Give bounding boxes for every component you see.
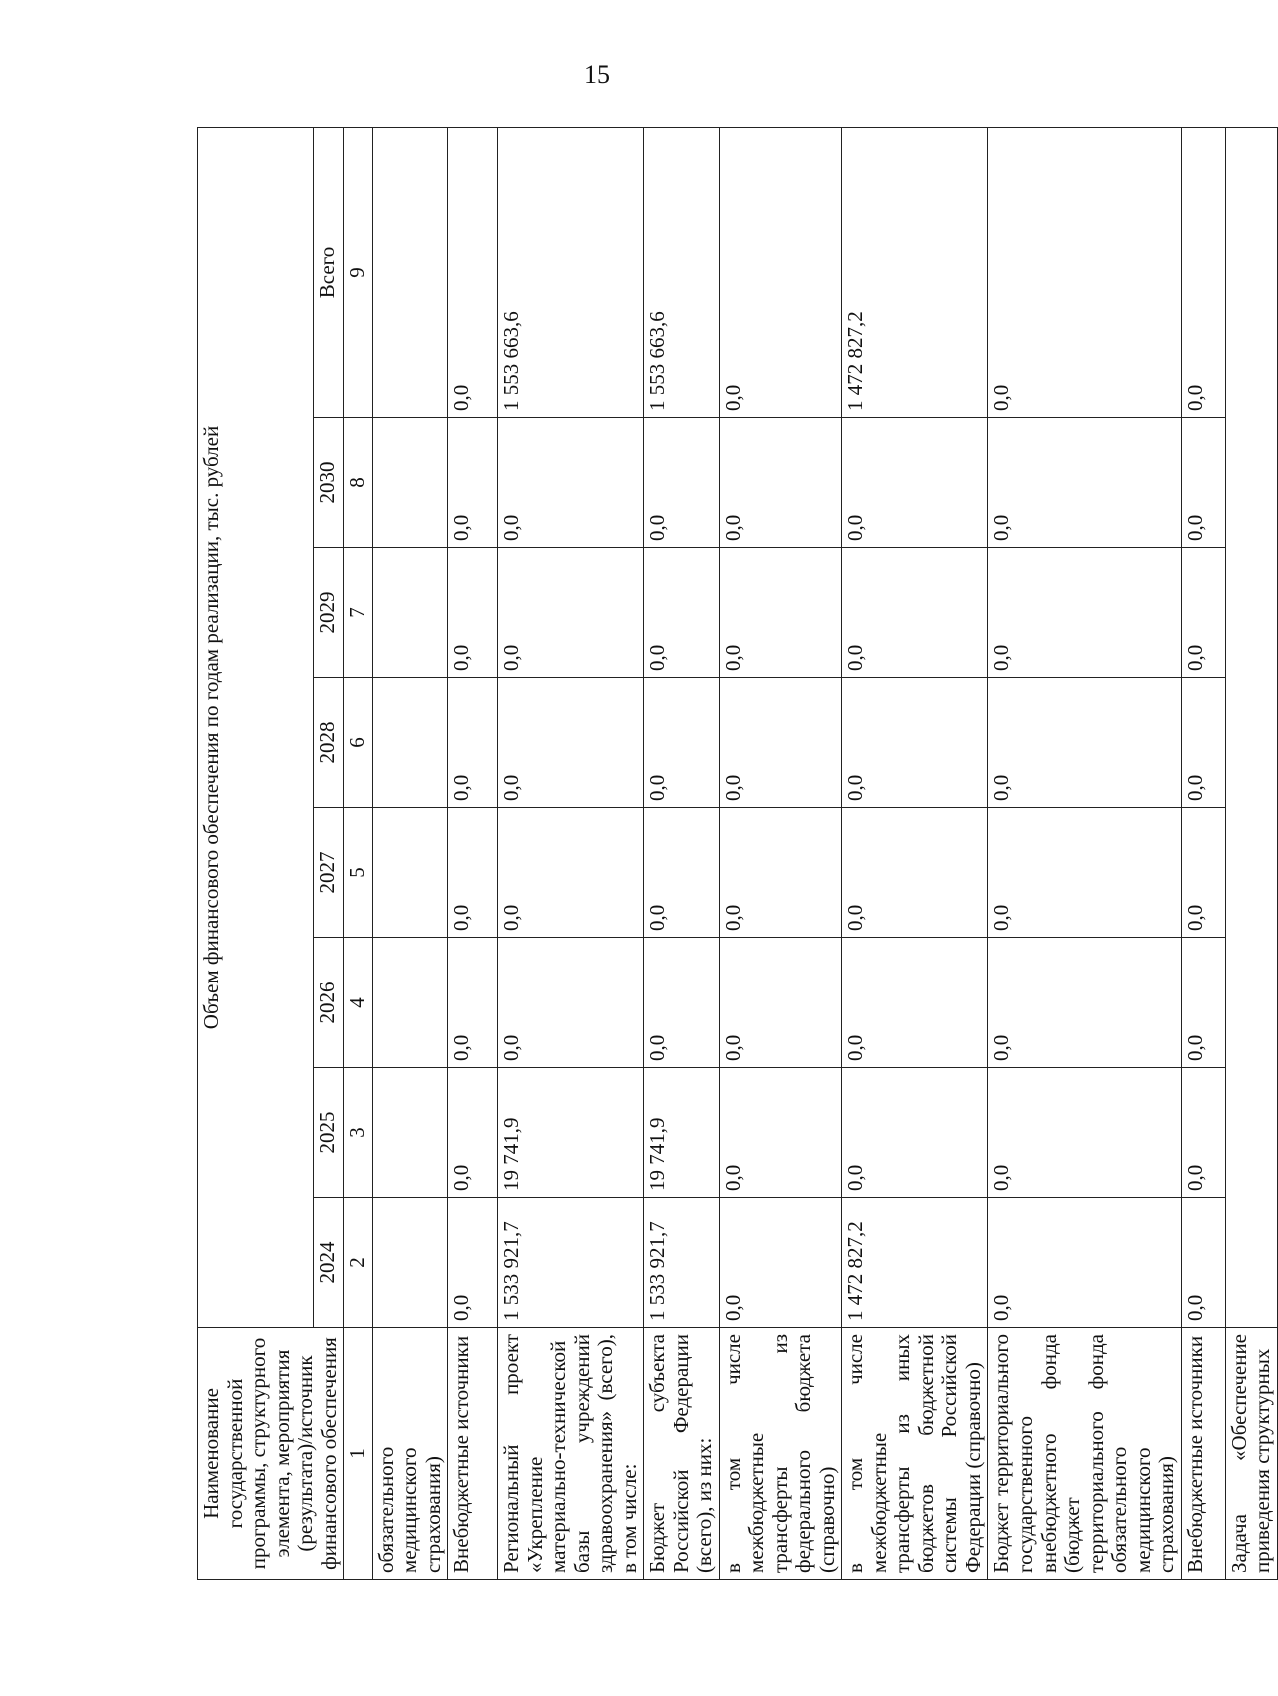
index-cell: 2 <box>344 1198 373 1328</box>
row-label: в том числе межбюджетные трансферты из иных бюджетов бюджетной системы Российской Федерации (справочно) <box>842 1328 988 1580</box>
index-cell: 7 <box>344 548 373 678</box>
year-2026: 2026 <box>313 938 344 1068</box>
value-cell: 0,0 <box>842 808 988 938</box>
year-2025: 2025 <box>313 1068 344 1198</box>
value-cell <box>372 808 448 938</box>
index-row <box>344 127 373 1579</box>
row-label: Задача «Обеспечение приведения структурных <box>1225 1328 1277 1580</box>
header-name-cell: Наименование государственной программы, структурного элемента, мероприятия (результата)/источник финансового обеспечения <box>198 1328 344 1580</box>
task-row-span <box>1225 127 1277 1327</box>
index-cell: 5 <box>344 808 373 938</box>
value-cell: 0,0 <box>719 808 842 938</box>
value-cell: 1 553 663,6 <box>644 127 720 417</box>
value-cell: 0,0 <box>988 418 1181 548</box>
value-cell: 0,0 <box>498 808 644 938</box>
value-cell: 0,0 <box>719 938 842 1068</box>
value-cell: 0,0 <box>498 548 644 678</box>
table-row <box>988 127 1181 1579</box>
value-cell: 0,0 <box>988 938 1181 1068</box>
value-cell: 0,0 <box>448 127 498 417</box>
value-cell: 0,0 <box>1181 418 1225 548</box>
year-2030: 2030 <box>313 418 344 548</box>
value-cell: 0,0 <box>644 678 720 808</box>
value-cell: 0,0 <box>448 548 498 678</box>
value-cell: 0,0 <box>842 678 988 808</box>
value-cell: 0,0 <box>448 808 498 938</box>
value-cell: 0,0 <box>842 938 988 1068</box>
row-label: обязательного медицинского страхования) <box>372 1328 448 1580</box>
value-cell: 0,0 <box>719 678 842 808</box>
row-label: Бюджет территориального государственного внебюджетного фонда (бюджет территориального фонда обязательного медицинского страхования) <box>988 1328 1181 1580</box>
value-cell: 1 533 921,7 <box>644 1198 720 1328</box>
value-cell: 19 741,9 <box>644 1068 720 1198</box>
value-cell: 0,0 <box>448 938 498 1068</box>
value-cell: 0,0 <box>1181 1068 1225 1198</box>
value-cell: 1 472 827,2 <box>842 1198 988 1328</box>
row-label: в том числе межбюджетные трансферты из федерального бюджета (справочно) <box>719 1328 842 1580</box>
row-label: Бюджет субъекта Российской Федерации (всего), из них: <box>644 1328 720 1580</box>
row-label: Региональный проект «Укрепление материально-технической базы учреждений здравоохранения» (всего), в том числе: <box>498 1328 644 1580</box>
financing-table <box>197 127 1278 1580</box>
value-cell: 0,0 <box>644 808 720 938</box>
row-label: Внебюджетные источники <box>448 1328 498 1580</box>
value-cell: 0,0 <box>1181 548 1225 678</box>
value-cell <box>372 938 448 1068</box>
table-row <box>842 127 988 1579</box>
index-cell: 6 <box>344 678 373 808</box>
value-cell: 0,0 <box>842 1068 988 1198</box>
value-cell: 0,0 <box>1181 808 1225 938</box>
table-row <box>448 127 498 1579</box>
value-cell: 0,0 <box>719 1198 842 1328</box>
value-cell: 0,0 <box>719 127 842 417</box>
value-cell: 0,0 <box>644 938 720 1068</box>
value-cell <box>372 1198 448 1328</box>
value-cell: 0,0 <box>842 418 988 548</box>
index-cell: 3 <box>344 1068 373 1198</box>
value-cell: 0,0 <box>1181 678 1225 808</box>
header-main-title: Объем финансового обеспечения по годам реализации, тыс. рублей <box>198 127 314 1327</box>
index-cell: 8 <box>344 418 373 548</box>
value-cell: 0,0 <box>1181 938 1225 1068</box>
year-2028: 2028 <box>313 678 344 808</box>
value-cell: 0,0 <box>644 418 720 548</box>
row-label: Внебюджетные источники <box>1181 1328 1225 1580</box>
value-cell: 1 533 921,7 <box>498 1198 644 1328</box>
value-cell: 0,0 <box>448 418 498 548</box>
value-cell: 0,0 <box>448 678 498 808</box>
page-number: 15 <box>584 60 610 89</box>
value-cell: 0,0 <box>988 1198 1181 1328</box>
value-cell: 19 741,9 <box>498 1068 644 1198</box>
value-cell: 0,0 <box>988 678 1181 808</box>
value-cell: 0,0 <box>1181 127 1225 417</box>
value-cell <box>372 1068 448 1198</box>
value-cell <box>372 127 448 417</box>
value-cell: 0,0 <box>498 678 644 808</box>
value-cell: 0,0 <box>988 548 1181 678</box>
table-row <box>1225 127 1277 1579</box>
index-cell: 4 <box>344 938 373 1068</box>
value-cell <box>372 548 448 678</box>
value-cell: 1 472 827,2 <box>842 127 988 417</box>
index-cell: 1 <box>344 1328 373 1580</box>
value-cell: 0,0 <box>988 808 1181 938</box>
year-total: Всего <box>313 127 344 417</box>
value-cell: 0,0 <box>498 418 644 548</box>
value-cell <box>372 678 448 808</box>
header-row <box>198 127 314 1579</box>
index-cell: 9 <box>344 127 373 417</box>
value-cell: 0,0 <box>988 127 1181 417</box>
value-cell: 0,0 <box>644 548 720 678</box>
value-cell: 0,0 <box>1181 1198 1225 1328</box>
value-cell <box>372 418 448 548</box>
value-cell: 1 553 663,6 <box>498 127 644 417</box>
value-cell: 0,0 <box>719 1068 842 1198</box>
table-row <box>644 127 720 1579</box>
year-2029: 2029 <box>313 548 344 678</box>
table-row <box>498 127 644 1579</box>
table-row <box>1181 127 1225 1579</box>
rotated-table-wrapper <box>197 128 1275 1580</box>
year-2024: 2024 <box>313 1198 344 1328</box>
value-cell: 0,0 <box>842 548 988 678</box>
table-row <box>719 127 842 1579</box>
value-cell: 0,0 <box>448 1198 498 1328</box>
value-cell: 0,0 <box>498 938 644 1068</box>
value-cell: 0,0 <box>988 1068 1181 1198</box>
table-row <box>372 127 448 1579</box>
value-cell: 0,0 <box>448 1068 498 1198</box>
year-2027: 2027 <box>313 808 344 938</box>
value-cell: 0,0 <box>719 418 842 548</box>
value-cell: 0,0 <box>719 548 842 678</box>
